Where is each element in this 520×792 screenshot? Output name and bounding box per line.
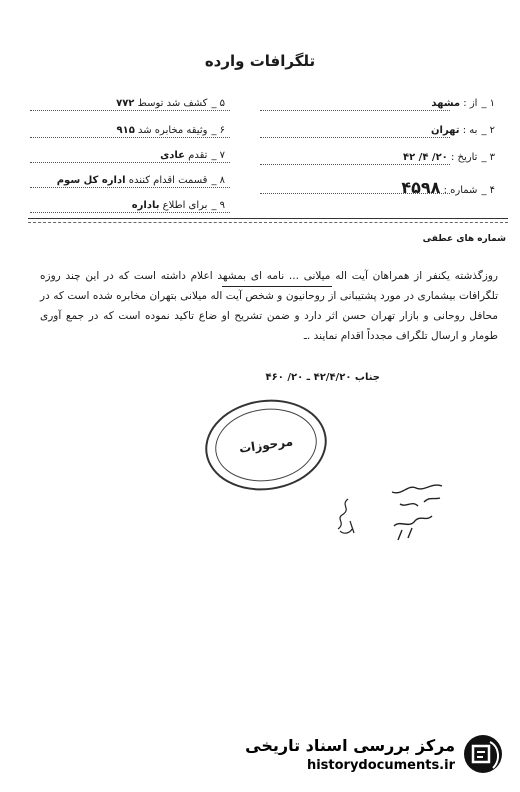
- dotted-line: [260, 110, 450, 111]
- reference-numbers-label: شماره های عطفی: [422, 234, 506, 244]
- underline-mark: [222, 286, 332, 287]
- field-from: ۱ _از : مشهد: [431, 98, 495, 109]
- field-for-info-value: باداره: [131, 200, 160, 211]
- dotted-line: [30, 212, 230, 213]
- field-transmitted-value: ۹۱۵: [116, 125, 135, 136]
- field-decoded-by-value: ۷۷۲: [116, 98, 135, 109]
- watermark-title: مرکز بررسی اسناد تاریخی: [245, 736, 455, 755]
- message-body: روزگذشته یکنفر از همراهان آیت اله میلانی ... نامه ای بمشهد اعلام داشته است که در این چند روزه تلگرافات بیشماری در مورد پشتیبانی از روحانیون و شخص آیت اله میلانی بتهران مخابره شده است که در محافل روحانی و بازار تهران حسن اثر دارد و ضمن تشریح او ضاع تاکید نموده است که در جمع آوری طومار و ارسال تلگراف مجدداً اقدام نمایند .ـ: [40, 270, 498, 342]
- archive-logo-icon: [459, 730, 507, 778]
- document-title: تلگرافات وارده: [204, 52, 316, 70]
- header-rule-secondary: [28, 222, 508, 223]
- archive-stamp-inner: [210, 402, 321, 487]
- field-number-value: ۴۵۹۸: [401, 178, 441, 197]
- field-action-section-value: اداره کل سوم: [56, 175, 126, 186]
- field-number: ۴ _شماره : ۴۵۹۸: [401, 178, 495, 197]
- field-decoded-by: ۵ _کشف شد توسط ۷۷۲: [116, 98, 225, 109]
- header-rule: [28, 218, 508, 219]
- reference-line: جناب ۴۲/۴/۲۰ ـ ۲۰/ ۴۶۰: [265, 372, 380, 383]
- field-priority: ۷ _تقدم عادی: [160, 150, 225, 161]
- archive-stamp: [199, 392, 332, 498]
- dotted-line: [30, 187, 230, 188]
- field-transmitted: ۶ _وثیقه مخابره شد ۹۱۵: [116, 125, 225, 136]
- dotted-line: [30, 162, 230, 163]
- dotted-line: [260, 164, 450, 165]
- dotted-line: [260, 193, 450, 194]
- field-date: ۳ _تاریخ : ۲۰/ ۴/ ۴۲: [402, 152, 495, 163]
- field-to: ۲ _به : تهران: [431, 125, 495, 136]
- field-date-value: ۲۰/ ۴/ ۴۲: [402, 152, 448, 163]
- watermark-url: historydocuments.ir: [306, 758, 455, 773]
- handwritten-annotation: [372, 478, 460, 542]
- field-action-section: ۸ _قسمت اقدام کننده اداره کل سوم: [56, 175, 225, 186]
- field-for-info: ۹ _برای اطلاع باداره: [131, 200, 225, 211]
- field-to-value: تهران: [431, 125, 460, 136]
- watermark: [225, 726, 515, 782]
- dotted-line: [30, 110, 230, 111]
- archive-stamp-text: مرحوزات: [238, 434, 294, 456]
- dotted-line: [30, 137, 230, 138]
- dotted-line: [260, 137, 450, 138]
- field-priority-value: عادی: [160, 150, 185, 161]
- field-from-value: مشهد: [431, 98, 461, 109]
- handwritten-signature: [330, 495, 360, 537]
